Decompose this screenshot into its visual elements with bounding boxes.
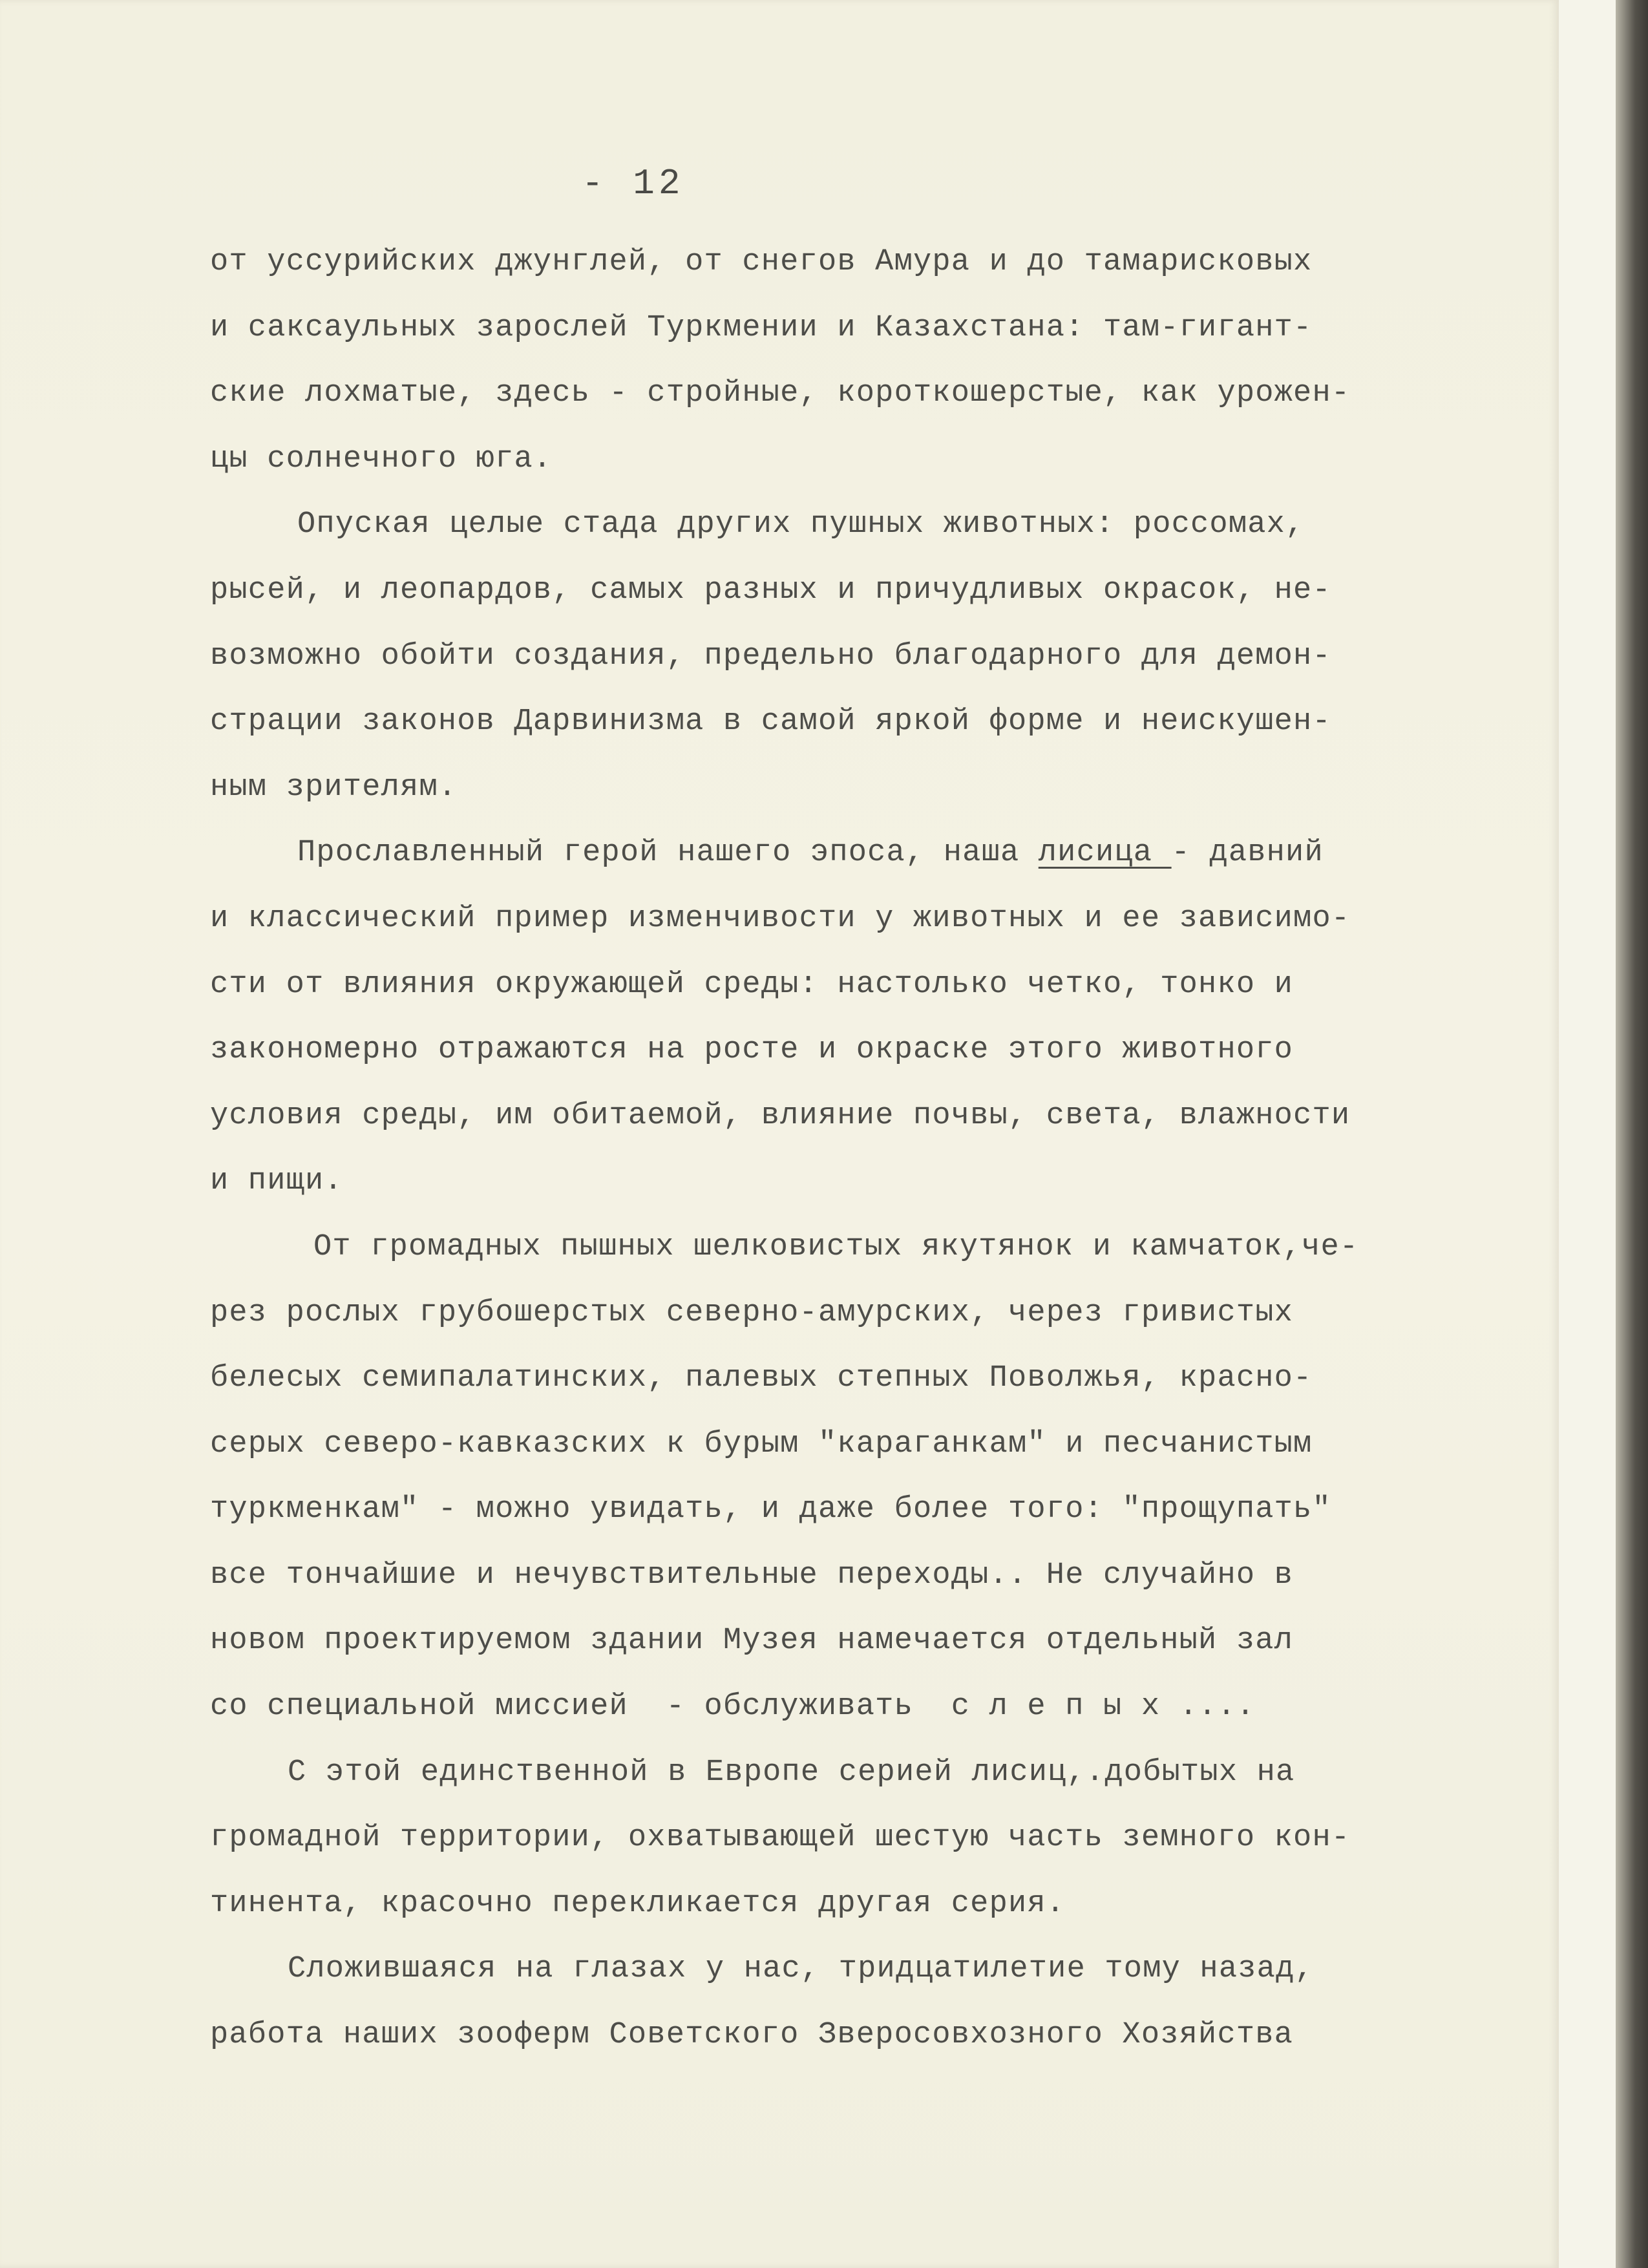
text-line: туркменкам" - можно увидать, и даже более того: "прощупать": [210, 1492, 1331, 1527]
text-line: Сложившаяся на глазах у нас, тридцатилетие тому назад,: [288, 1952, 1314, 1987]
text-line: Опуская целые стада других пушных животных: россомах,: [297, 507, 1305, 542]
text-segment: - давний: [1171, 836, 1324, 871]
underlined-word: лисица: [1038, 836, 1172, 871]
scanner-edge: [1616, 0, 1648, 2268]
text-line: сти от влияния окружающей среды: настолько четко, тонко и: [210, 967, 1294, 1002]
text-line: ным зрителям.: [210, 770, 458, 805]
text-line: новом проектируемом здании Музея намечается отдельный зал: [210, 1624, 1294, 1659]
text-line: От громадных пышных шелковистых якутянок и камчаток,че-: [313, 1229, 1359, 1264]
typewritten-body: [210, 229, 1532, 2068]
text-line: и классический пример изменчивости у животных и ее зависимо-: [210, 901, 1351, 936]
text-line: ские лохматые, здесь - стройные, короткошерстые, как урожен-: [210, 376, 1351, 411]
text-line: белесых семипалатинских, палевых степных Поволжья, красно-: [210, 1361, 1313, 1396]
text-line: серых северо-кавказских к бурым "караганкам" и песчанистым: [210, 1426, 1313, 1461]
text-line: рез рослых грубошерстых северно-амурских, через гривистых: [210, 1295, 1294, 1330]
text-line: возможно обойти создания, предельно благодарного для демон-: [210, 639, 1331, 673]
page-number: - 12: [582, 163, 684, 204]
text-line: рысей, и леопардов, самых разных и причудливых окрасок, не-: [210, 573, 1331, 608]
text-line: и пищи.: [210, 1164, 343, 1199]
text-line: тинента, красочно перекликается другая серия.: [210, 1886, 1066, 1921]
text-line: цы солнечного юга.: [210, 441, 553, 476]
text-line: страции законов Дарвинизма в самой яркой форме и неискушен-: [210, 705, 1331, 739]
text-line: условия среды, им обитаемой, влияние почвы, света, влажности: [210, 1098, 1351, 1133]
text-line: все тончайшие и нечувствительные переходы.. Не случайно в: [210, 1558, 1294, 1593]
text-line: от уссурийских джунглей, от снегов Амура и до тамарисковых: [210, 245, 1313, 279]
text-line: со специальной миссией - обслуживать с л е п ы х ....: [210, 1690, 1256, 1724]
text-segment: Прославленный герой нашего эпоса, наша: [297, 836, 1039, 871]
text-line: [210, 820, 1532, 886]
text-line: и саксаульных зарослей Туркмении и Казахстана: там-гигант-: [210, 310, 1313, 345]
text-line: закономерно отражаются на росте и окраске этого животного: [210, 1033, 1294, 1068]
text-line: громадной территории, охватывающей шестую часть земного кон-: [210, 1821, 1351, 1856]
text-line: С этой единственной в Европе серией лисиц,.добытых на: [288, 1755, 1295, 1790]
text-line: работа наших зооферм Советского Зверосовхозного Хозяйства: [210, 2018, 1294, 2053]
